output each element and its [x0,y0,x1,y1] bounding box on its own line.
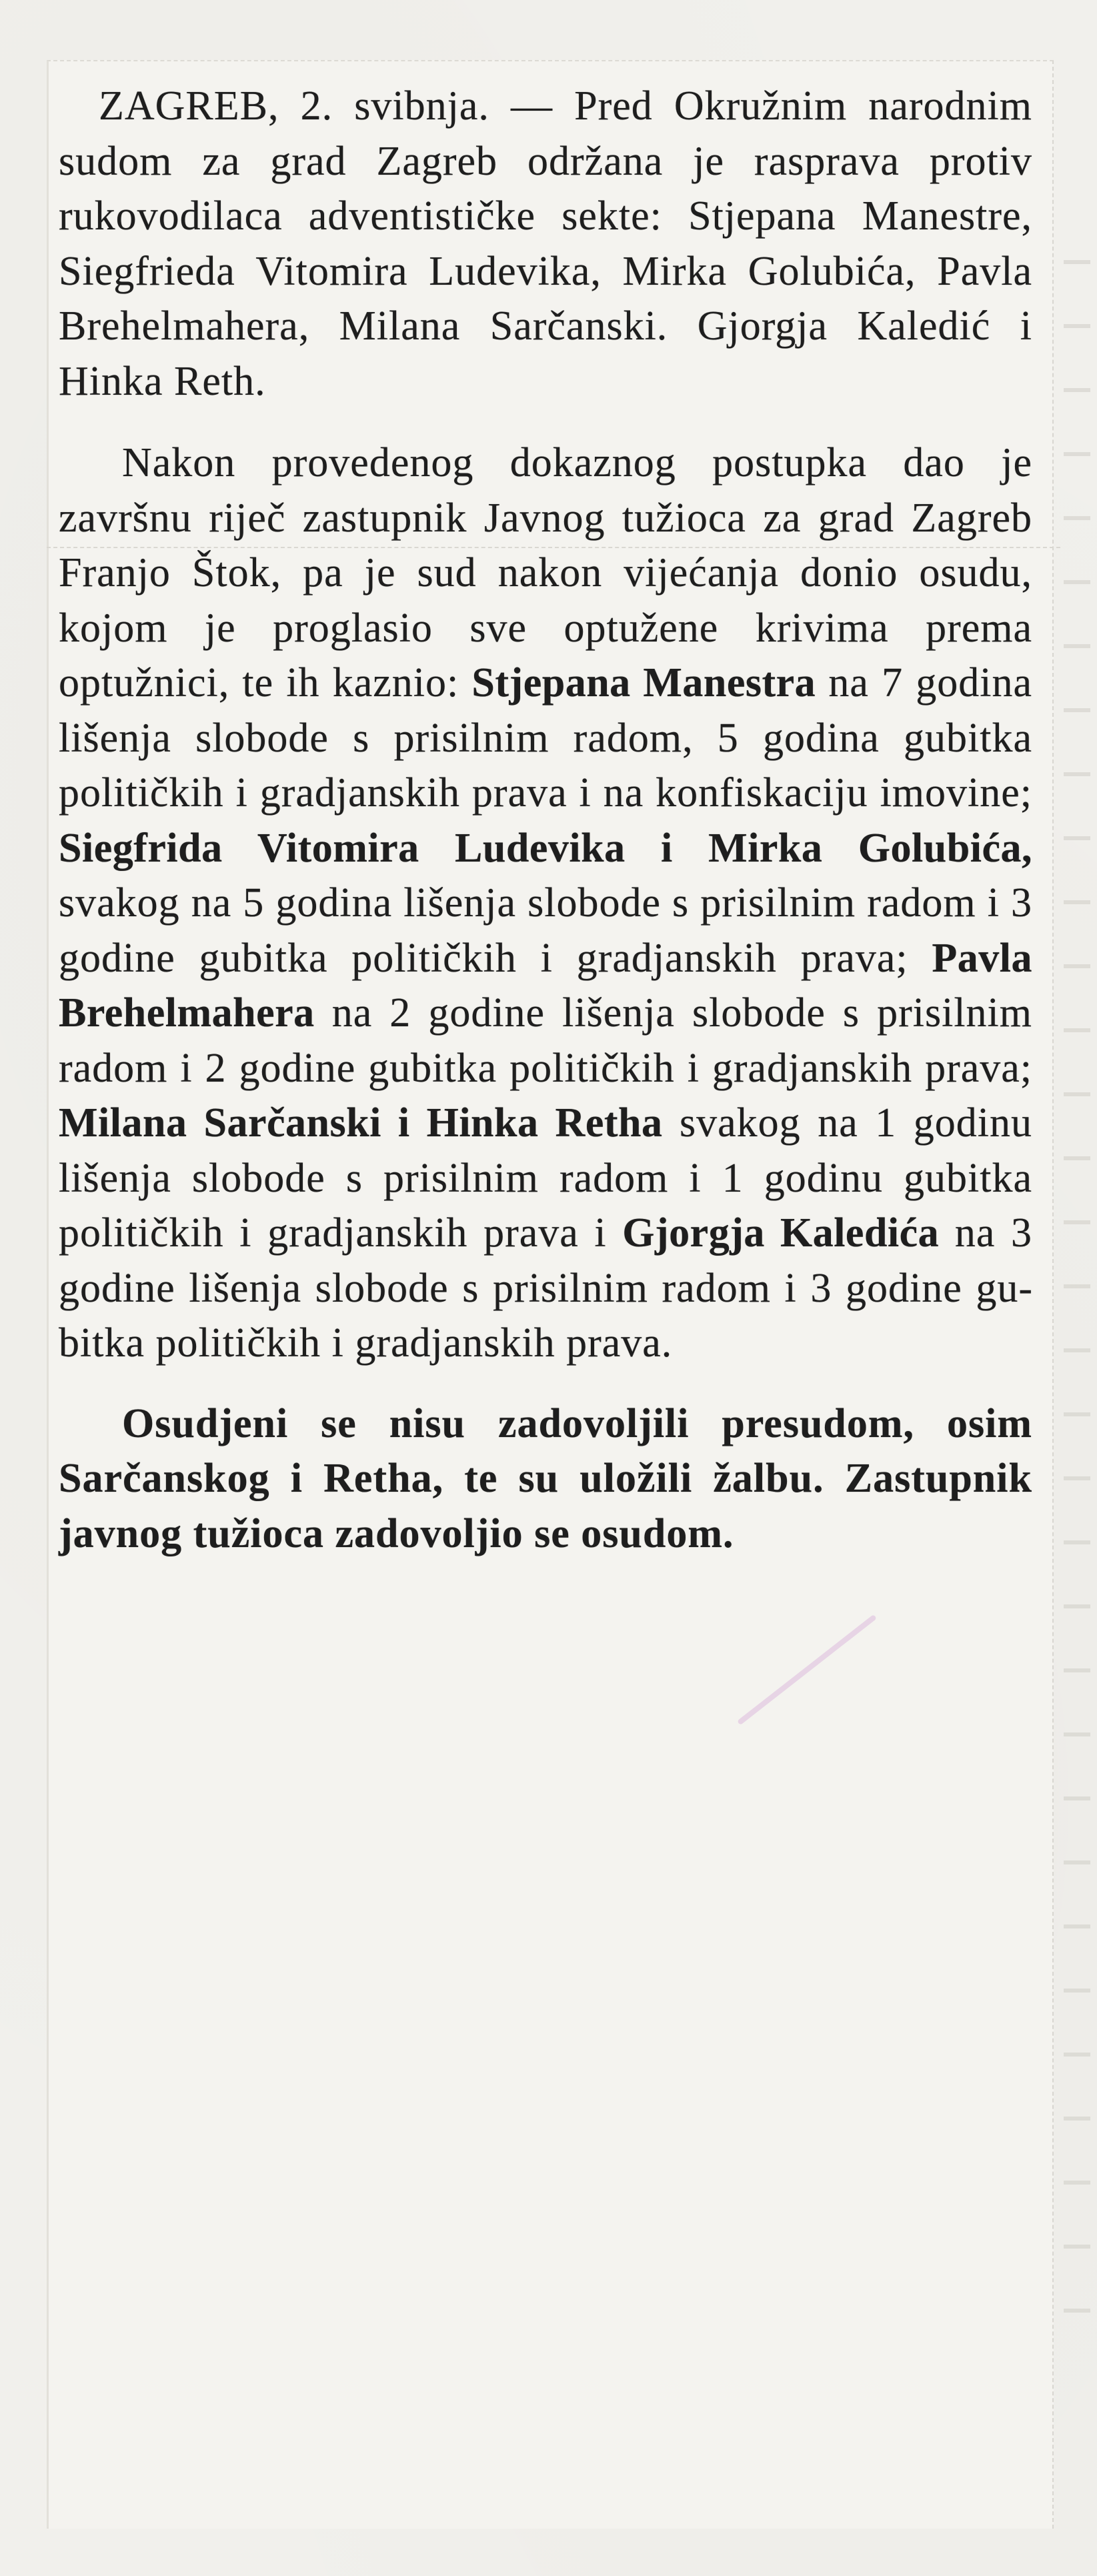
article-paragraph-appeal: Osudjeni se nisu zadovoljili presudom, osim Sarčanskog i Retha, te su uložili žalbu. Zastupnik javnog tužioca zadovoljio se osudom. [59,1400,1032,1556]
margin-tick-marks [1064,200,1090,2334]
sentence-text: na 3 godine lišenja slobode s prisilnim radom i 3 godine gubitka političkih i gradjanskih prava. [59,1210,1033,1366]
defendant-name: Milana Sarčanski i Hinka Retha [59,1100,663,1146]
sentence-text: na 2 godine lišenja slobode s prisilnim radom i 2 godine gubitka političkih i gradjanskih prava; [59,990,1032,1091]
article-paragraph-lead: ZAGREB, 2. svibnja. — Pred Okružnim narodnim sudom za grad Zagreb održana je rasprava protiv rukovodilaca adventističke sekte: Stjepana Manestre, Siegfrieda Vitomira Ludevika, Mirka Golubića, Pavla Brehelmahera, Milana Sarčanski. Gjorgja Kaledić i Hinka Reth. [59,83,1032,404]
defendant-name: Pavla Brehelmahera [59,935,1032,1036]
sentence-text: svakog na 5 godina lišenja slobode s prisilnim radom i 3 godine gubitka političkih i gradjanskih prava; [59,880,1032,981]
news-article [59,79,1032,1561]
defendant-name: Siegfrida Vitomira Ludevika i Mirka Golubića, [59,825,1032,871]
article-paragraph-verdict [59,435,1032,1371]
defendant-name: Stjepana Manestra [471,660,816,706]
sentence-text: svakog na 1 godinu lišenja slobode s prisilnim radom i 1 godinu gubitka političkih i gradjanskih prava i [59,1100,1032,1256]
sentence-text: na 7 godina lišenja slobode s prisilnim radom, 5 godina gubitka političkih i gradjanskih prava i na konfiskaciju imovine; [59,660,1033,816]
verdict-intro: Nakon provedenog dokaznog postupka dao je završnu riječ zastupnik Javnog tužioca za grad Zagreb Franjo Štok, pa je sud nakon vijećanja donio osudu, kojom je proglasio sve optužene krivima prema optužnici, te ih kaznio: [59,440,1032,706]
defendant-name: Gjorgja Kaledića [622,1210,940,1256]
